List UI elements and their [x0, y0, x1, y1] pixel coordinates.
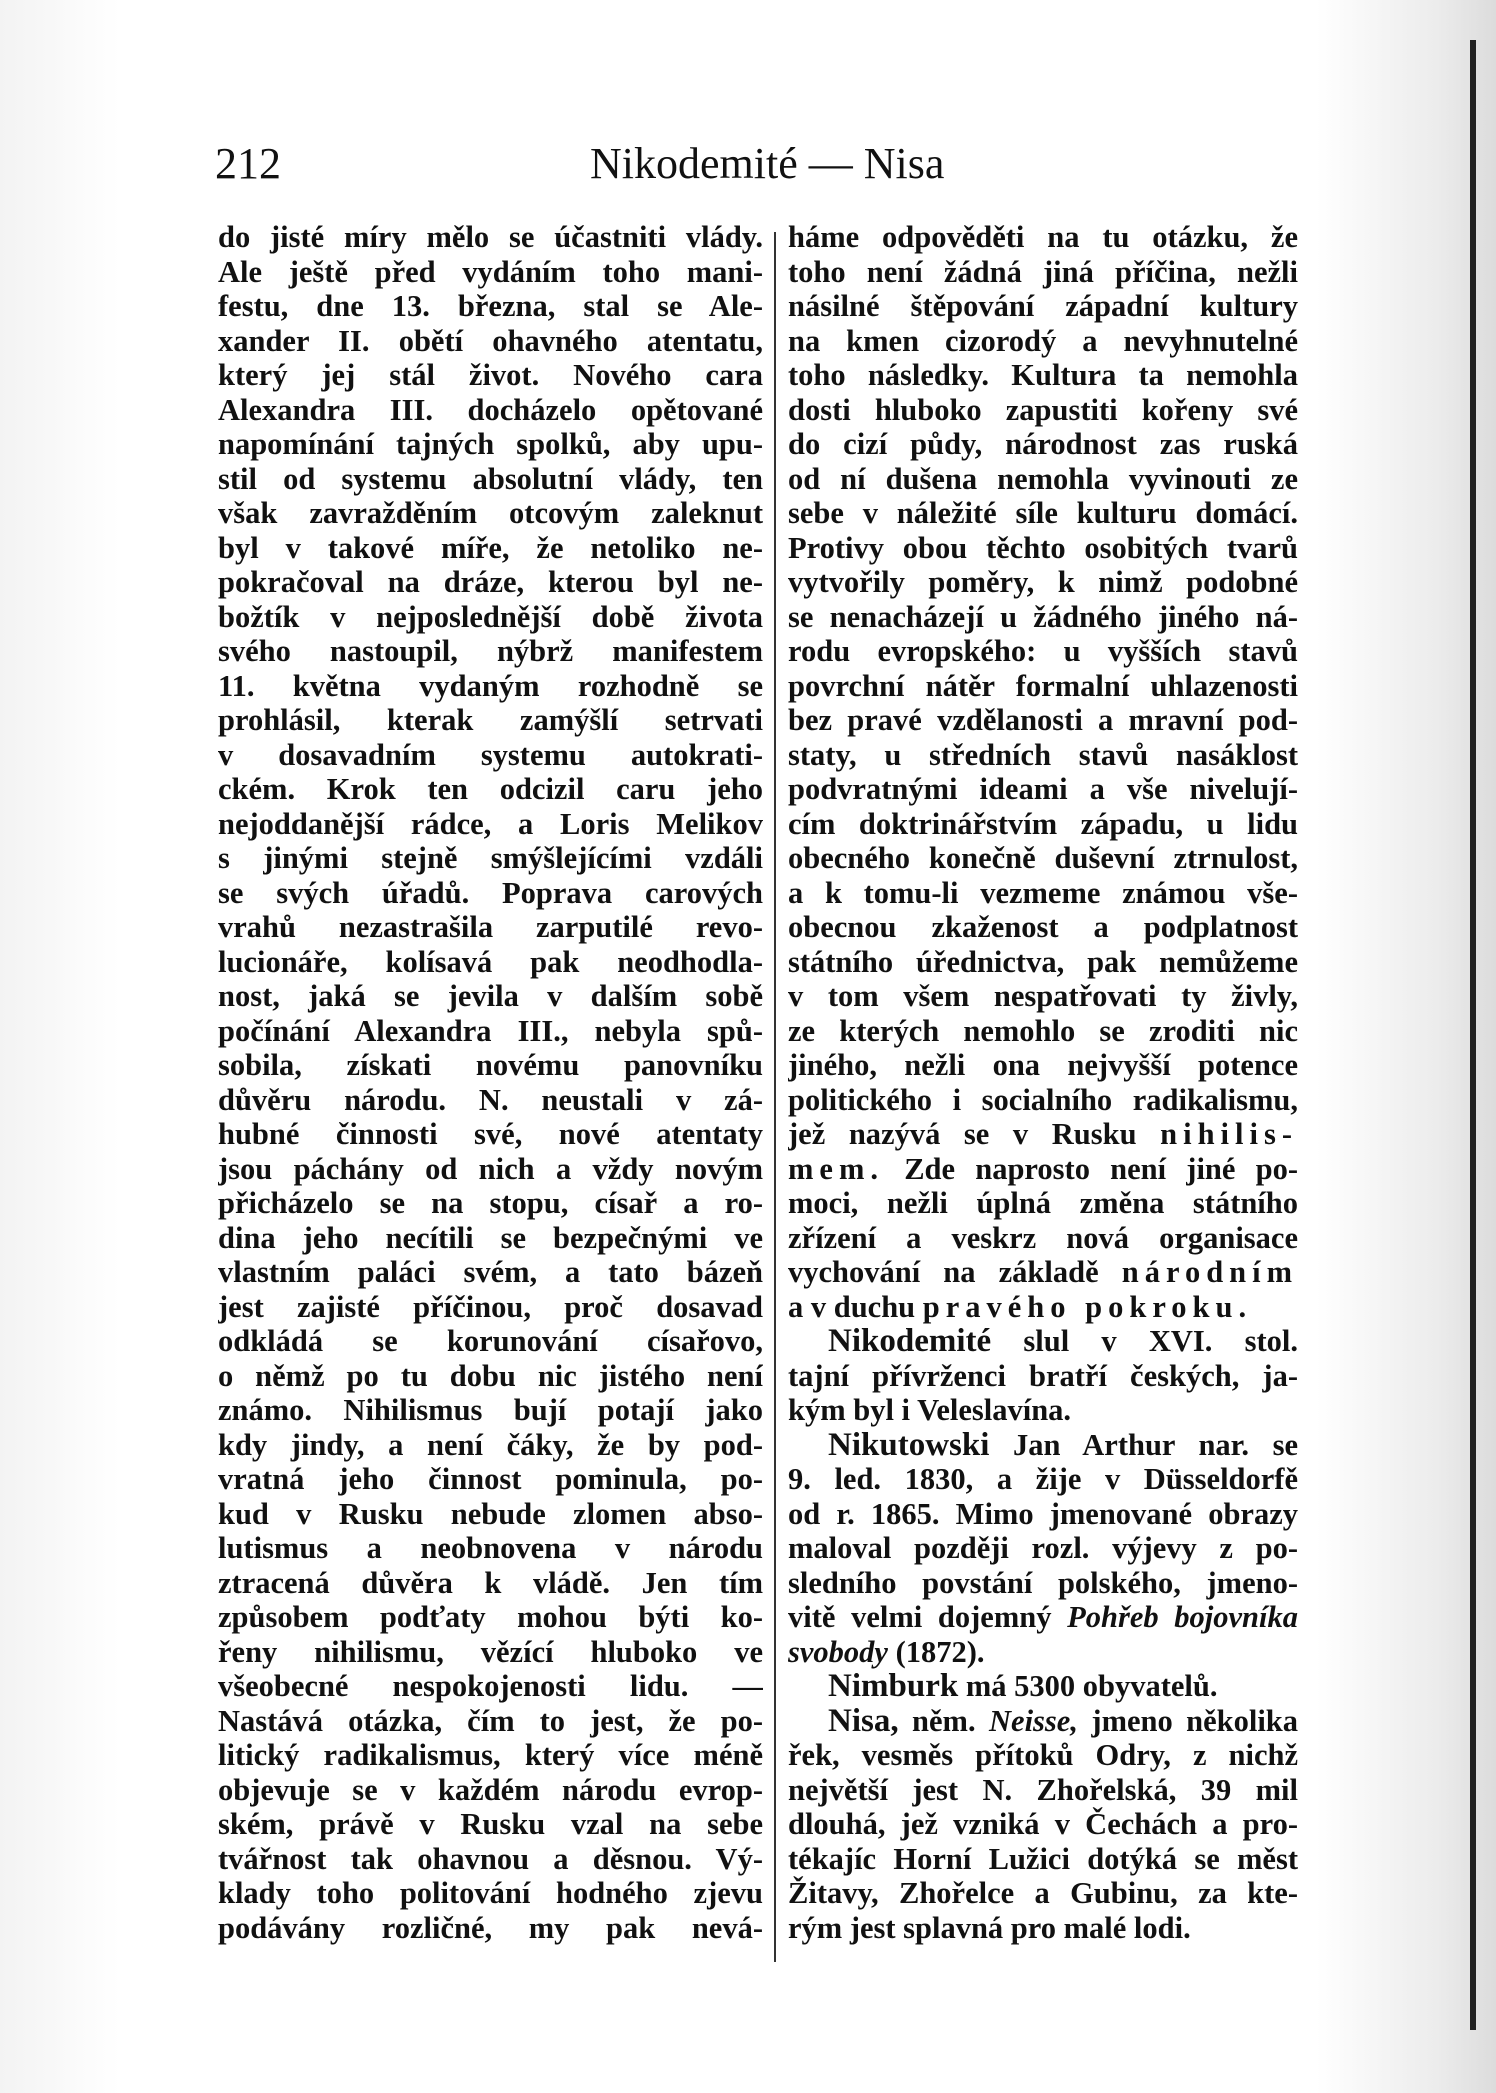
text-line: [788, 1635, 1298, 1670]
text-line: [788, 1152, 1298, 1187]
text-line: který jej stál život. Nového cara: [218, 358, 763, 392]
text-line: přicházelo se na stopu, císař a ro-: [218, 1186, 763, 1220]
text-line: klady toho politování hodného zjevu: [218, 1876, 763, 1910]
text-line: ze kterých nemohlo se zroditi nic: [788, 1013, 1298, 1048]
text-line: obecného konečně duševní ztrnulost,: [788, 841, 1298, 875]
text-line: do jisté míry mělo se účastniti vlády.: [218, 220, 763, 254]
text-line: kým byl i Veleslavína.: [788, 1393, 1072, 1427]
text-line: [788, 1290, 1298, 1325]
text-line: sebe v náležité síle kulturu domácí.: [788, 496, 1298, 530]
entry-nikodemite-line: [788, 1324, 1298, 1359]
text-line: rodu evropského: u vyšších stavů: [788, 634, 1298, 668]
text-line: násilné štěpování západní kultury: [788, 289, 1298, 323]
right-column: [788, 220, 1298, 1945]
text-line: dosti hluboko zapustiti kořeny své: [788, 392, 1298, 427]
page-number: 212: [215, 139, 281, 188]
text-line: sledního povstání polského, jmeno-: [788, 1565, 1298, 1600]
text-line: řeny nihilismu, vězící hluboko ve: [218, 1634, 763, 1669]
text-line: Protivy obou těchto osobitých tvarů: [788, 530, 1298, 565]
entry-nikutowski-line: [788, 1428, 1298, 1463]
text-line: však zavražděním otcovým zaleknut: [218, 496, 763, 530]
text-line: toho není žádná jiná příčina, nežli: [788, 254, 1298, 289]
text-line: rým jest splavná pro malé lodi.: [788, 1910, 1191, 1945]
text-line: svého nastoupil, nýbrž manifestem: [218, 634, 763, 668]
text-line: podávány rozličné, my pak nevá-: [218, 1910, 763, 1945]
text-line: zřízení a veskrz nová organisace: [788, 1220, 1298, 1255]
text-line-part: (1872).: [895, 1634, 985, 1669]
page-edge-shadow: [1470, 40, 1476, 2030]
running-title: Nikodemité — Nisa: [590, 139, 945, 188]
text-line: největší jest N. Zhořelská, 39 mil: [788, 1772, 1298, 1807]
text-line: o němž po tu dobu nic jistého není: [218, 1358, 763, 1393]
text-line: vratná jeho činnost pominula, po-: [218, 1462, 763, 1496]
text-line: vytvořily poměry, k nimž podobné: [788, 565, 1298, 599]
text-line: se svých úřadů. Poprava carových: [218, 875, 763, 910]
text-line: moci, nežli úplná změna státního: [788, 1186, 1298, 1220]
text-line-part: má 5300 obyvatelů.: [965, 1669, 1218, 1703]
text-line: Alexandra III. docházelo opětované: [218, 392, 763, 427]
text-line: toho následky. Kultura ta nemohla: [788, 358, 1298, 392]
text-line: tékajíc Horní Lužici dotýká se měst: [788, 1841, 1298, 1876]
text-line-part: Jan Arthur nar. se: [1012, 1427, 1298, 1462]
text-line: napomínání tajných spolků, aby upu-: [218, 427, 763, 461]
text-line: háme odpověděti na tu otázku, že: [788, 220, 1298, 254]
text-line-part: a v duchu: [788, 1289, 916, 1324]
text-line: sobila, získati novému panovníku: [218, 1048, 763, 1082]
entry-nimburk-line: [788, 1669, 1298, 1704]
text-line: dlouhá, jež vzniká v Čechách a pro-: [788, 1807, 1298, 1841]
text-line: maloval později rozl. výjevy z po-: [788, 1531, 1298, 1565]
text-line: všeobecné nespokojenosti lidu. —: [218, 1669, 763, 1703]
text-line: ckém. Krok ten odcizil caru jeho: [218, 772, 763, 806]
text-line: [788, 1255, 1298, 1290]
text-line: do cizí půdy, národnost zas ruská: [788, 427, 1298, 461]
entry-term-nimburk: Nimburk: [828, 1669, 959, 1704]
text-line: s jinými stejně smýšlejícími vzdáli: [218, 841, 763, 875]
right-column-text-a: [788, 220, 1298, 1117]
left-column: [218, 220, 763, 1945]
text-line: kdy jindy, a není čáky, že by pod-: [218, 1427, 763, 1462]
text-line: a k tomu-li vezmeme známou vše-: [788, 875, 1298, 910]
text-line: 11. května vydaným rozhodně se: [218, 668, 763, 703]
spaced-term-nihilismus: nihilis-: [1160, 1117, 1298, 1151]
text-line: vlastním paláci svém, a tato bázeň: [218, 1255, 763, 1289]
text-line: podvratnými ideami a vše nivelují-: [788, 772, 1298, 806]
text-line: lucionáře, kolísavá pak neodhodla-: [218, 944, 763, 979]
text-line: se nenacházejí u žádného jiného ná-: [788, 599, 1298, 634]
spaced-term-mem: mem.: [788, 1151, 884, 1186]
spaced-term-narodnim: národním: [1121, 1255, 1298, 1289]
text-line: kud v Rusku nebude zlomen abso-: [218, 1496, 763, 1531]
text-line: bez pravé vzdělanosti a mravní pod-: [788, 703, 1298, 737]
text-line: známo. Nihilismus bují potají jako: [218, 1393, 763, 1427]
text-line: 9. led. 1830, a žije v Düsseldorfě: [788, 1462, 1298, 1496]
text-line: pokračoval na dráze, kterou byl ne-: [218, 565, 763, 599]
text-line-part: něm.: [912, 1703, 976, 1738]
text-line: stil od systemu absolutní vlády, ten: [218, 461, 763, 496]
text-line: objevuje se v každém národu evrop-: [218, 1772, 763, 1807]
text-line: ském, právě v Rusku vzal na sebe: [218, 1807, 763, 1841]
text-line: jest zajisté příčinou, proč dosavad: [218, 1289, 763, 1324]
text-line: Ale ještě před vydáním toho mani-: [218, 254, 763, 289]
page-header: [215, 138, 1315, 188]
text-line: v tom všem nespatřovati ty živly,: [788, 979, 1298, 1013]
entry-nisa-line: [788, 1704, 1298, 1739]
text-line: Žitavy, Zhořelce a Gubinu, za kte-: [788, 1876, 1298, 1910]
text-line: božtík v nejposlednější době života: [218, 599, 763, 634]
text-line: státního úřednictva, pak nemůžeme: [788, 944, 1298, 979]
text-line: hubné činnosti své, nové atentaty: [218, 1117, 763, 1151]
text-line-part: Zde naprosto není jiné po-: [904, 1151, 1298, 1186]
text-line: lutismus a neobnovena v národu: [218, 1531, 763, 1565]
text-line: tvářnost tak ohavnou a děsnou. Vý-: [218, 1841, 763, 1876]
text-line-part: slul v XVI. stol.: [1023, 1324, 1298, 1358]
text-line: dina jeho necítili se bezpečnými ve: [218, 1220, 763, 1255]
column-divider: [774, 232, 776, 1962]
text-line: nost, jaká se jevila v dalším sobě: [218, 979, 763, 1013]
spaced-term-praveho-pokroku: pravého pokroku.: [922, 1289, 1253, 1324]
text-line: počínání Alexandra III., nebyla spů-: [218, 1013, 763, 1048]
text-line: obecnou zkaženost a podplatnost: [788, 910, 1298, 944]
text-line: ztracená důvěra k vládě. Jen tím: [218, 1565, 763, 1600]
text-line: řek, vesměs přítoků Odry, z nichž: [788, 1738, 1298, 1772]
text-line: odkládá se korunování císařovo,: [218, 1324, 763, 1358]
entry-term-nisa: Nisa,: [828, 1703, 899, 1738]
text-line: od r. 1865. Mimo jmenované obrazy: [788, 1496, 1298, 1531]
text-line: cím doktrinářstvím západu, u lidu: [788, 806, 1298, 841]
text-line: na kmen cizorodý a nevyhnutelné: [788, 323, 1298, 358]
text-line: v dosavadním systemu autokrati-: [218, 737, 763, 772]
text-line: byl v takové míře, že netoliko ne-: [218, 530, 763, 565]
text-line: festu, dne 13. března, stal se Ale-: [218, 289, 763, 323]
entry-term-nikodemite: Nikodemité: [828, 1324, 992, 1359]
text-line-part: vitě velmi dojemný: [788, 1600, 1052, 1634]
text-line: nejoddanější rádce, a Loris Melikov: [218, 806, 763, 841]
text-line: tajní přívrženci bratří českých, ja-: [788, 1358, 1298, 1393]
text-line: důvěru národu. N. neustali v zá-: [218, 1082, 763, 1117]
german-name: Neisse,: [989, 1703, 1078, 1738]
text-line: od ní dušena nemohla vyvinouti ze: [788, 461, 1298, 496]
text-line: staty, u středních stavů nasáklost: [788, 737, 1298, 772]
text-line-part: jež nazývá se v Rusku: [788, 1117, 1137, 1151]
text-line: prohlásil, kterak zamýšlí setrvati: [218, 703, 763, 737]
text-line: vrahů nezastrašila zarputilé revo-: [218, 910, 763, 944]
text-line: litický radikalismus, který více méně: [218, 1738, 763, 1772]
text-line: politického i socialního radikalismu,: [788, 1082, 1298, 1117]
text-line-part: jmeno několika: [1091, 1703, 1298, 1738]
text-line: způsobem podťaty mohou býti ko-: [218, 1600, 763, 1634]
entry-term-nikutowski: Nikutowski: [828, 1427, 990, 1462]
text-line: povrchní nátěr formalní uhlazenosti: [788, 668, 1298, 703]
text-line-part: vychování na základě: [788, 1255, 1099, 1289]
text-line: Nastává otázka, čím to jest, že po-: [218, 1703, 763, 1738]
text-line: [788, 1117, 1298, 1152]
text-line: [788, 1600, 1298, 1635]
text-line: jsou páchány od nich a vždy novým: [218, 1151, 763, 1186]
artwork-title-part-2: svobody: [788, 1634, 888, 1669]
artwork-title-part-1: Pohřeb bojovníka: [1067, 1600, 1298, 1634]
text-line: xander II. obětí ohavného atentatu,: [218, 323, 763, 358]
text-line: jiného, nežli ona nejvyšší potence: [788, 1048, 1298, 1082]
